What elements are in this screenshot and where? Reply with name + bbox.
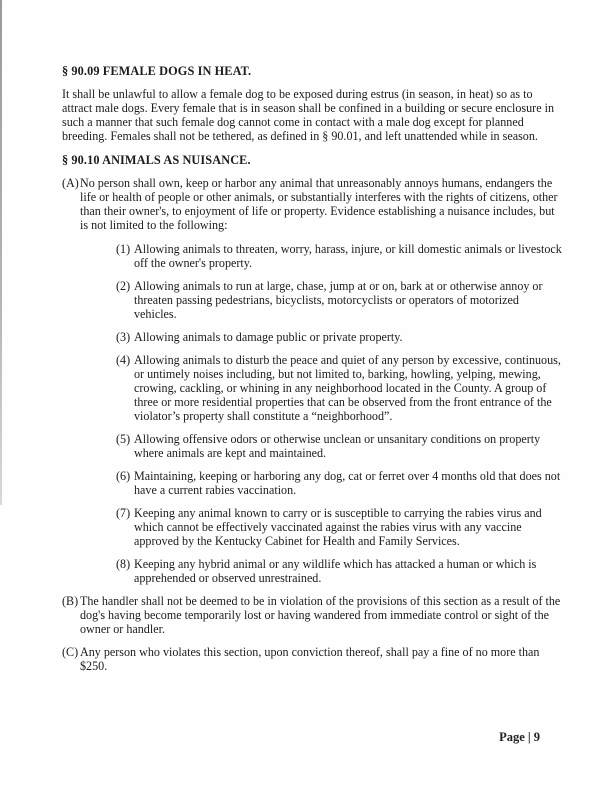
- item-text: Allowing animals to disturb the peace and quiet of any person by excessive, continuous, or untimely noises including, but not limited to, barking, howling, yelping, mewing, crowing, cackling, or whining in any neighborhood located in the County. A group of three or more residential properties that can be observed from the front entrance of the violator’s property shall constitute a “neighborhood”.: [134, 353, 561, 423]
- item-label: (4): [116, 353, 131, 367]
- section-body: It shall be unlawful to allow a female dog to be exposed during estrus (in season, in heat) so as to attract male dogs. Every female that is in season shall be confined in a building or secure enclosure in such a manner that such female dog cannot come in contact with a male dog except for planned breeding. Females shall not be tethered, as defined in § 90.01, and left unattended while in season.: [62, 87, 554, 143]
- item-text: Keeping any animal known to carry or is susceptible to carrying the rabies virus and which cannot be effectively vaccinated against the rabies virus with any vaccine approved by the Kentucky Cabinet for Health and Family Services.: [134, 506, 542, 548]
- subsection-label: (C): [62, 645, 79, 659]
- item-text: Keeping any hybrid animal or any wildlife which has attacked a human or which is apprehended or observed unrestrained.: [134, 557, 537, 585]
- item-label: (5): [116, 432, 131, 446]
- page-number: Page | 9: [499, 730, 540, 744]
- subsection-list: [62, 176, 562, 673]
- item-label: (2): [116, 279, 131, 293]
- section-90-10: [62, 153, 562, 673]
- item-label: (6): [116, 469, 131, 483]
- item-text: Allowing animals to threaten, worry, harass, injure, or kill domestic animals or livestock off the owner's property.: [134, 242, 562, 270]
- evidence-list: [80, 242, 562, 585]
- list-item: [80, 353, 562, 423]
- list-item: [80, 506, 562, 548]
- subsection-text: No person shall own, keep or harbor any animal that unreasonably annoys humans, endangers the life or health of people or other animals, or substantially interferes with the rights of citizens, other than their owner's, to enjoyment of life or property. Evidence establishing a nuisance includes, but is not limited to the following:: [80, 176, 558, 232]
- subsection-label: (B): [62, 594, 79, 608]
- item-text: Allowing animals to damage public or private property.: [134, 330, 403, 344]
- list-item: [80, 330, 562, 344]
- item-label: (8): [116, 557, 131, 571]
- item-label: (3): [116, 330, 131, 344]
- item-label: (7): [116, 506, 131, 520]
- subsection-b: [62, 594, 562, 636]
- list-item: [80, 557, 562, 585]
- page-content: [62, 64, 562, 682]
- list-item: [80, 242, 562, 270]
- subsection-a: [62, 176, 562, 585]
- scan-edge-artifact: [0, 0, 2, 505]
- section-90-09: [62, 64, 562, 143]
- item-text: Allowing offensive odors or otherwise unclean or unsanitary conditions on property where animals are kept and maintained.: [134, 432, 541, 460]
- list-item: [80, 432, 562, 460]
- subsection-c: [62, 645, 562, 673]
- subsection-text: The handler shall not be deemed to be in violation of the provisions of this section as a result of the dog's having become temporarily lost or having wandered from immediate control or sight of the owner or handler.: [80, 594, 561, 636]
- list-item: [80, 469, 562, 497]
- section-heading: § 90.10 ANIMALS AS NUISANCE.: [62, 153, 251, 167]
- subsection-text: Any person who violates this section, upon conviction thereof, shall pay a fine of no more than $250.: [80, 645, 540, 673]
- item-label: (1): [116, 242, 131, 256]
- section-heading: § 90.09 FEMALE DOGS IN HEAT.: [62, 64, 252, 78]
- item-text: Maintaining, keeping or harboring any dog, cat or ferret over 4 months old that does not have a current rabies vaccination.: [134, 469, 561, 497]
- item-text: Allowing animals to run at large, chase, jump at or on, bark at or otherwise annoy or threaten passing pedestrians, bicyclists, motorcyclists or operators of motorized vehicles.: [134, 279, 543, 321]
- list-item: [80, 279, 562, 321]
- subsection-label: (A): [62, 176, 79, 190]
